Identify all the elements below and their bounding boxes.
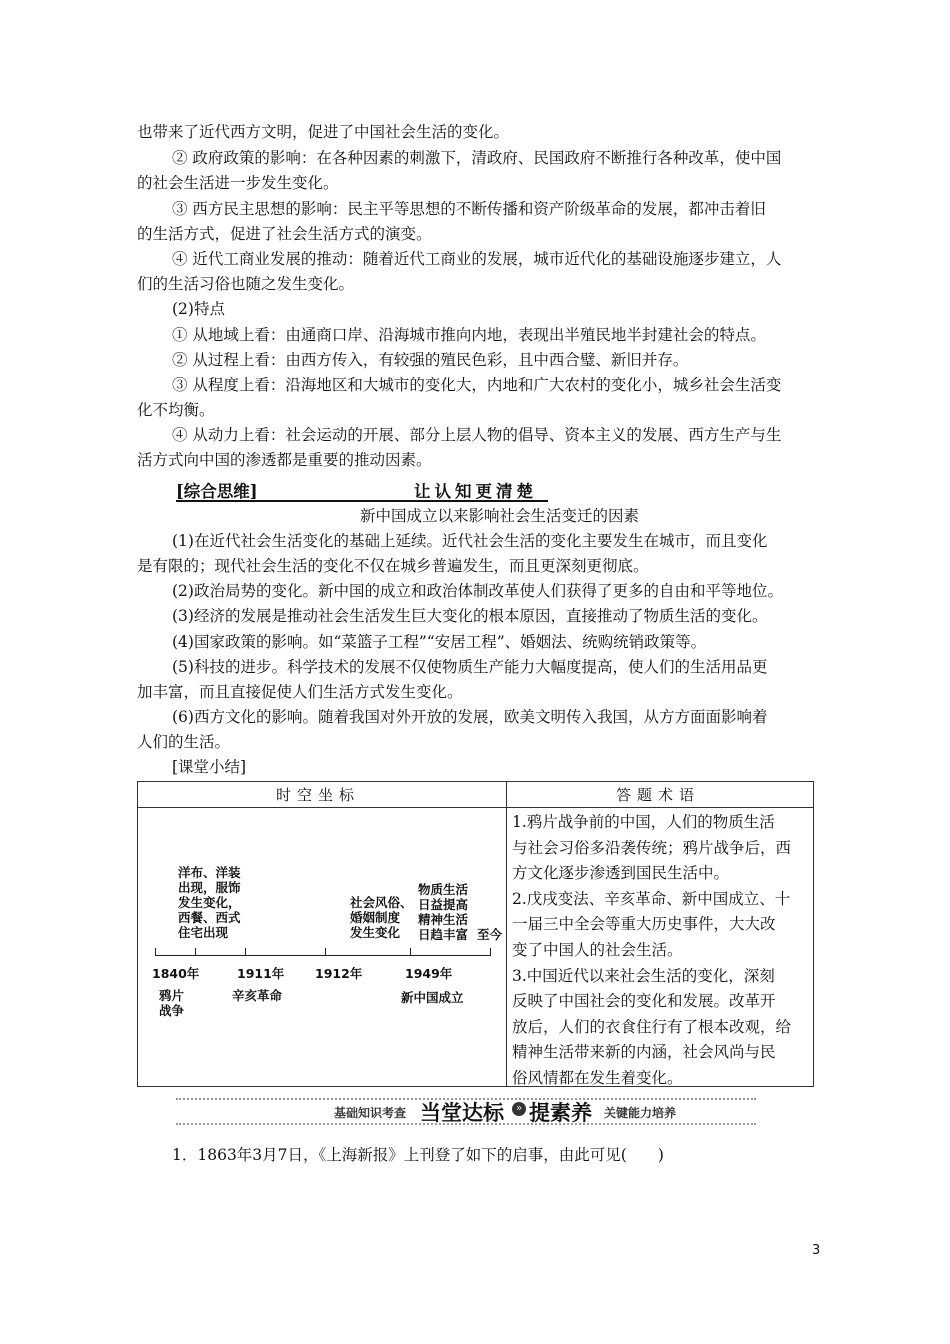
section-bar (176, 478, 548, 502)
answer-line: 精神生活带来新的内涵，社会风尚与民 (512, 1043, 776, 1062)
section-label: [综合思维] (176, 482, 258, 501)
timeline-label: 至今 (477, 927, 503, 942)
factor-line: 人们的生活。 (137, 733, 231, 751)
answer-line: 反映了中国社会的变化和发展。改革开 (512, 992, 776, 1011)
paragraph-line: 们的生活习俗也随之发生变化。 (137, 275, 355, 293)
timeline-label: 新中国成立 (401, 990, 464, 1005)
arrow-icon: » (512, 1102, 526, 1116)
timeline-tick (155, 948, 156, 956)
factor-line: (2)政治局势的变化。新中国的成立和政治体制改革使人们获得了更多的自由和平等地位。 (172, 582, 783, 600)
paragraph-line: 也带来了近代西方文明，促进了中国社会生活的变化。 (137, 123, 510, 141)
timeline-label: 洋布、洋装 出现，服饰 发生变化， 西餐、西式 住宅出现 (178, 865, 241, 940)
section-title: 让认知更清楚 (414, 482, 537, 501)
paragraph-line: ② 政府政策的影响：在各种因素的刺激下，清政府、民国政府不断推行各种改革，使中国 (172, 149, 782, 167)
paragraph-line: ③ 从程度上看：沿海地区和大城市的变化大，内地和广大农村的变化小，城乡社会生活变 (172, 376, 782, 394)
banner-right-small: 关键能力培养 (604, 1106, 677, 1120)
answer-line: 一届三中全会等重大历史事件，大大改 (512, 915, 776, 934)
question-1: 1．1863年3月7日，《上海新报》上刊登了如下的启事，由此可见( ) (172, 1146, 664, 1164)
section-rule (176, 500, 548, 502)
factor-line: (1)在近代社会生活变化的基础上延续。近代社会生活的变化主要发生在城市，而且变化 (172, 532, 768, 550)
paragraph-line: ② 从过程上看：由西方传入，有较强的殖民色彩，且中西合璧、新旧并存。 (172, 351, 689, 369)
section-banner (176, 1094, 756, 1128)
factor-line: (6)西方文化的影响。随着我国对外开放的发展，欧美文明传入我国，从方方面面影响着 (172, 708, 768, 726)
table-header-divider (138, 807, 813, 808)
paragraph-line: 活方式向中国的渗透都是重要的推动因素。 (137, 451, 432, 469)
header-right: 答题术语 (616, 786, 701, 804)
paragraph-line: ① 从地域上看：由通商口岸、沿海城市推向内地，表现出半殖民地半封建社会的特点。 (172, 326, 766, 344)
timeline-axis (155, 955, 490, 956)
banner-left-small: 基础知识考查 (334, 1106, 407, 1120)
table-column-divider (506, 782, 507, 1086)
banner-big-left: 当堂达标 (420, 1101, 504, 1125)
timeline-label: 1840年 (152, 966, 200, 981)
timeline-label: 物质生活 日益提高 精神生活 日趋丰富 (418, 882, 469, 942)
answer-line: 方文化逐步渗透到国民生活中。 (512, 864, 730, 883)
answer-line: 变了中国人的社会生活。 (512, 941, 683, 959)
paragraph-line: 的生活方式，促进了社会生活方式的演变。 (137, 225, 432, 243)
answer-line: 与社会习俗多沿袭传统；鸦片战争后，西 (512, 838, 792, 857)
timeline-label: 1912年 (315, 966, 363, 981)
banner-big-right: 提素养 (529, 1101, 592, 1125)
answer-line: 2.戊戌变法、辛亥革命、新中国成立、十 (512, 889, 791, 908)
factor-line: (3)经济的发展是推动社会生活发生巨大变化的根本原因，直接推动了物质生活的变化。 (172, 607, 768, 625)
answer-line: 3.中国近代以来社会生活的变化，深刻 (512, 966, 775, 985)
timeline-label: 辛亥革命 (232, 988, 283, 1003)
answer-line: 放后，人们的衣食住行有了根本改观，给 (512, 1017, 792, 1036)
factor-line: 加丰富，而且直接促使人们生活方式发生变化。 (137, 683, 463, 701)
factor-line: 是有限的；现代社会生活的变化不仅在城乡普遍发生，而且更深刻更彻底。 (137, 557, 649, 575)
answer-line: 1.鸦片战争前的中国，人们的物质生活 (512, 813, 775, 831)
factor-line: (4)国家政策的影响。如“菜篮子工程”“安居工程”、婚姻法、统购统销政策等。 (172, 633, 707, 651)
timeline-label: 鸦片 战争 (159, 988, 185, 1018)
paragraph-line: (2)特点 (172, 300, 225, 318)
page-number: 3 (812, 1243, 821, 1258)
timeline-tick (410, 948, 411, 956)
paragraph-line: ④ 从动力上看：社会运动的开展、部分上层人物的倡导、资本主义的发展、西方生产与生 (172, 426, 782, 444)
paragraph-line: ③ 西方民主思想的影响：民主平等思想的不断传播和资产阶级革命的发展，都冲击着旧 (172, 200, 766, 218)
summary-label: [课堂小结] (172, 758, 247, 776)
timeline-tick (325, 948, 326, 956)
answer-line: 俗风情都在发生着变化。 (512, 1069, 683, 1087)
paragraph-line: 的社会生活进一步发生变化。 (137, 174, 339, 192)
timeline-tick (490, 948, 491, 956)
timeline-tick (195, 948, 196, 956)
timeline-tick (245, 948, 246, 956)
subtitle: 新中国成立以来影响社会生活变迁的因素 (360, 507, 640, 525)
factor-line: (5)科技的进步。科学技术的发展不仅使物质生产能力大幅度提高，使人们的生活用品更 (172, 658, 768, 676)
timeline-label: 1949年 (405, 966, 453, 981)
paragraph-line: 化不均衡。 (137, 401, 215, 419)
header-left: 时空坐标 (276, 786, 361, 804)
paragraph-line: ④ 近代工商业发展的推动：随着近代工商业的发展，城市近代化的基础设施逐步建立，人 (172, 250, 782, 268)
timeline-label: 1911年 (237, 966, 285, 981)
timeline-label: 社会风俗、 婚姻制度 发生变化 (350, 895, 413, 940)
